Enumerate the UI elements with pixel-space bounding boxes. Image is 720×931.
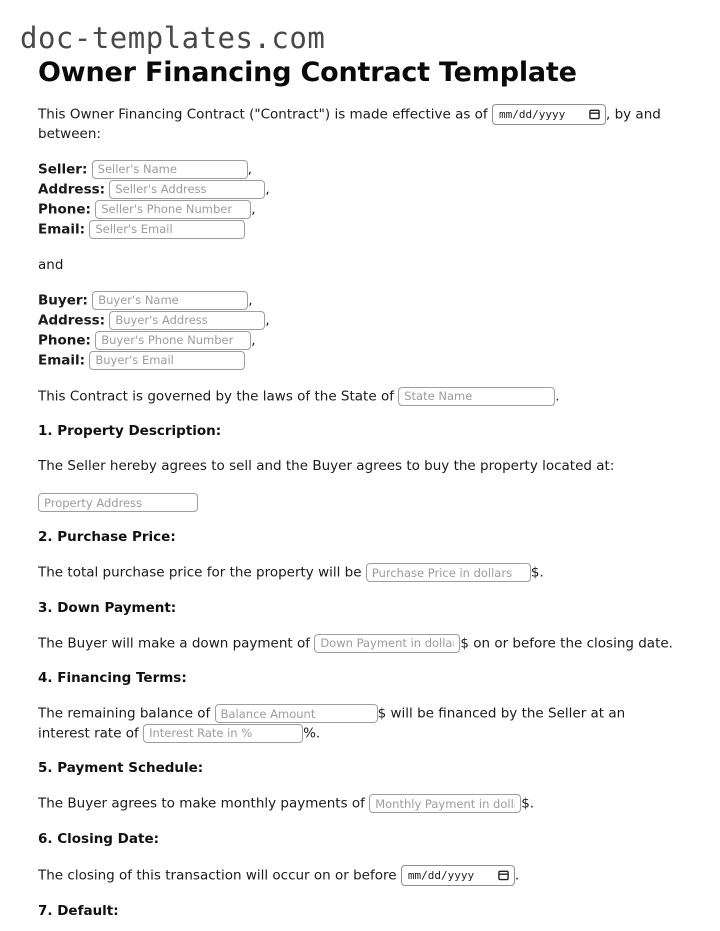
buyer-address-input[interactable] (109, 311, 265, 330)
seller-address-label: Address: (38, 181, 106, 198)
seller-email-label: Email: (38, 221, 86, 238)
buyer-phone-suffix: , (251, 332, 256, 349)
seller-name-input[interactable] (92, 160, 248, 179)
state-name-input[interactable] (398, 387, 555, 406)
buyer-block (38, 291, 680, 371)
closing-date-text-after: . (514, 867, 520, 884)
effective-date-input[interactable] (492, 104, 606, 125)
property-sentence: The Seller hereby agrees to sell and the Buyer agrees to buy the property located at: (38, 458, 615, 475)
financing-terms-sentence (38, 704, 680, 743)
property-address-input[interactable] (38, 493, 198, 512)
buyer-address-row (38, 311, 680, 331)
seller-email-input[interactable] (89, 220, 245, 239)
closing-date-sentence (38, 865, 680, 886)
financing-terms-text-middle: $ will be financed by the Seller at an interest rate of (38, 705, 626, 742)
interest-rate-input[interactable] (143, 724, 303, 743)
connector-text: and (38, 256, 64, 273)
calendar-icon (589, 108, 600, 120)
seller-address-input[interactable] (109, 180, 265, 199)
site-logo: doc-templates.com (20, 21, 326, 55)
down-payment-text-before: The Buyer will make a down payment of (38, 635, 311, 652)
purchase-price-text-after: $. (530, 564, 544, 581)
buyer-address-label: Address: (38, 312, 106, 329)
buyer-address-suffix: , (265, 312, 270, 329)
seller-address-row (38, 180, 680, 200)
intro-text-before: This Owner Financing Contract ("Contract") is made effective as of (38, 106, 488, 123)
seller-email-row (38, 220, 680, 240)
buyer-phone-label: Phone: (38, 332, 91, 349)
property-address-row (38, 492, 680, 512)
section-heading-property: 1. Property Description: (38, 423, 222, 440)
closing-date-value: mm/dd/yyyy (407, 868, 475, 882)
buyer-name-row (38, 291, 680, 311)
payment-schedule-sentence (38, 794, 680, 814)
governing-law-sentence (38, 387, 680, 407)
section-heading-down-payment: 3. Down Payment: (38, 599, 177, 616)
buyer-email-input[interactable] (89, 351, 245, 370)
financing-terms-text-before: The remaining balance of (38, 705, 211, 722)
seller-block (38, 160, 680, 240)
financing-terms-text-after: %. (303, 725, 321, 742)
governing-law-text-after: . (555, 388, 560, 405)
seller-name-row (38, 160, 680, 180)
seller-phone-label: Phone: (38, 201, 91, 218)
effective-date-value: mm/dd/yyyy (498, 107, 566, 121)
intro-text-after: , by and between: (38, 106, 661, 142)
intro-sentence (38, 104, 680, 144)
seller-phone-row (38, 200, 680, 220)
buyer-name-label: Buyer: (38, 292, 88, 309)
buyer-name-input[interactable] (92, 291, 248, 310)
seller-phone-input[interactable] (95, 200, 251, 219)
balance-amount-input[interactable] (215, 704, 378, 723)
buyer-phone-input[interactable] (95, 331, 251, 350)
payment-schedule-text-after: $. (521, 795, 535, 812)
seller-address-suffix: , (265, 181, 270, 198)
seller-name-label: Seller: (38, 161, 88, 178)
seller-name-suffix: , (247, 161, 252, 178)
section-heading-closing-date: 6. Closing Date: (38, 830, 159, 847)
buyer-name-suffix: , (248, 292, 253, 309)
section-heading-purchase-price: 2. Purchase Price: (38, 529, 176, 546)
buyer-email-label: Email: (38, 352, 86, 369)
section-heading-payment-schedule: 5. Payment Schedule: (38, 760, 204, 777)
purchase-price-input[interactable] (366, 563, 531, 582)
down-payment-sentence (38, 634, 678, 654)
closing-date-input[interactable] (401, 865, 515, 886)
payment-schedule-text-before: The Buyer agrees to make monthly payments of (38, 795, 365, 812)
buyer-email-row (38, 351, 680, 371)
closing-date-text-before: The closing of this transaction will occur on or before (38, 867, 397, 884)
down-payment-input[interactable] (314, 634, 460, 653)
buyer-phone-row (38, 331, 680, 351)
governing-law-text-before: This Contract is governed by the laws of the State of (38, 388, 394, 405)
monthly-payment-input[interactable] (369, 794, 521, 813)
calendar-icon (498, 869, 509, 881)
purchase-price-sentence (38, 563, 680, 583)
down-payment-text-after: $ on or before the closing date. (460, 635, 673, 652)
section-heading-financing-terms: 4. Financing Terms: (38, 670, 187, 687)
page-title: Owner Financing Contract Template (38, 57, 577, 88)
section-heading-default: 7. Default: (38, 902, 119, 919)
purchase-price-text-before: The total purchase price for the property will be (38, 564, 362, 581)
seller-phone-suffix: , (251, 201, 256, 218)
